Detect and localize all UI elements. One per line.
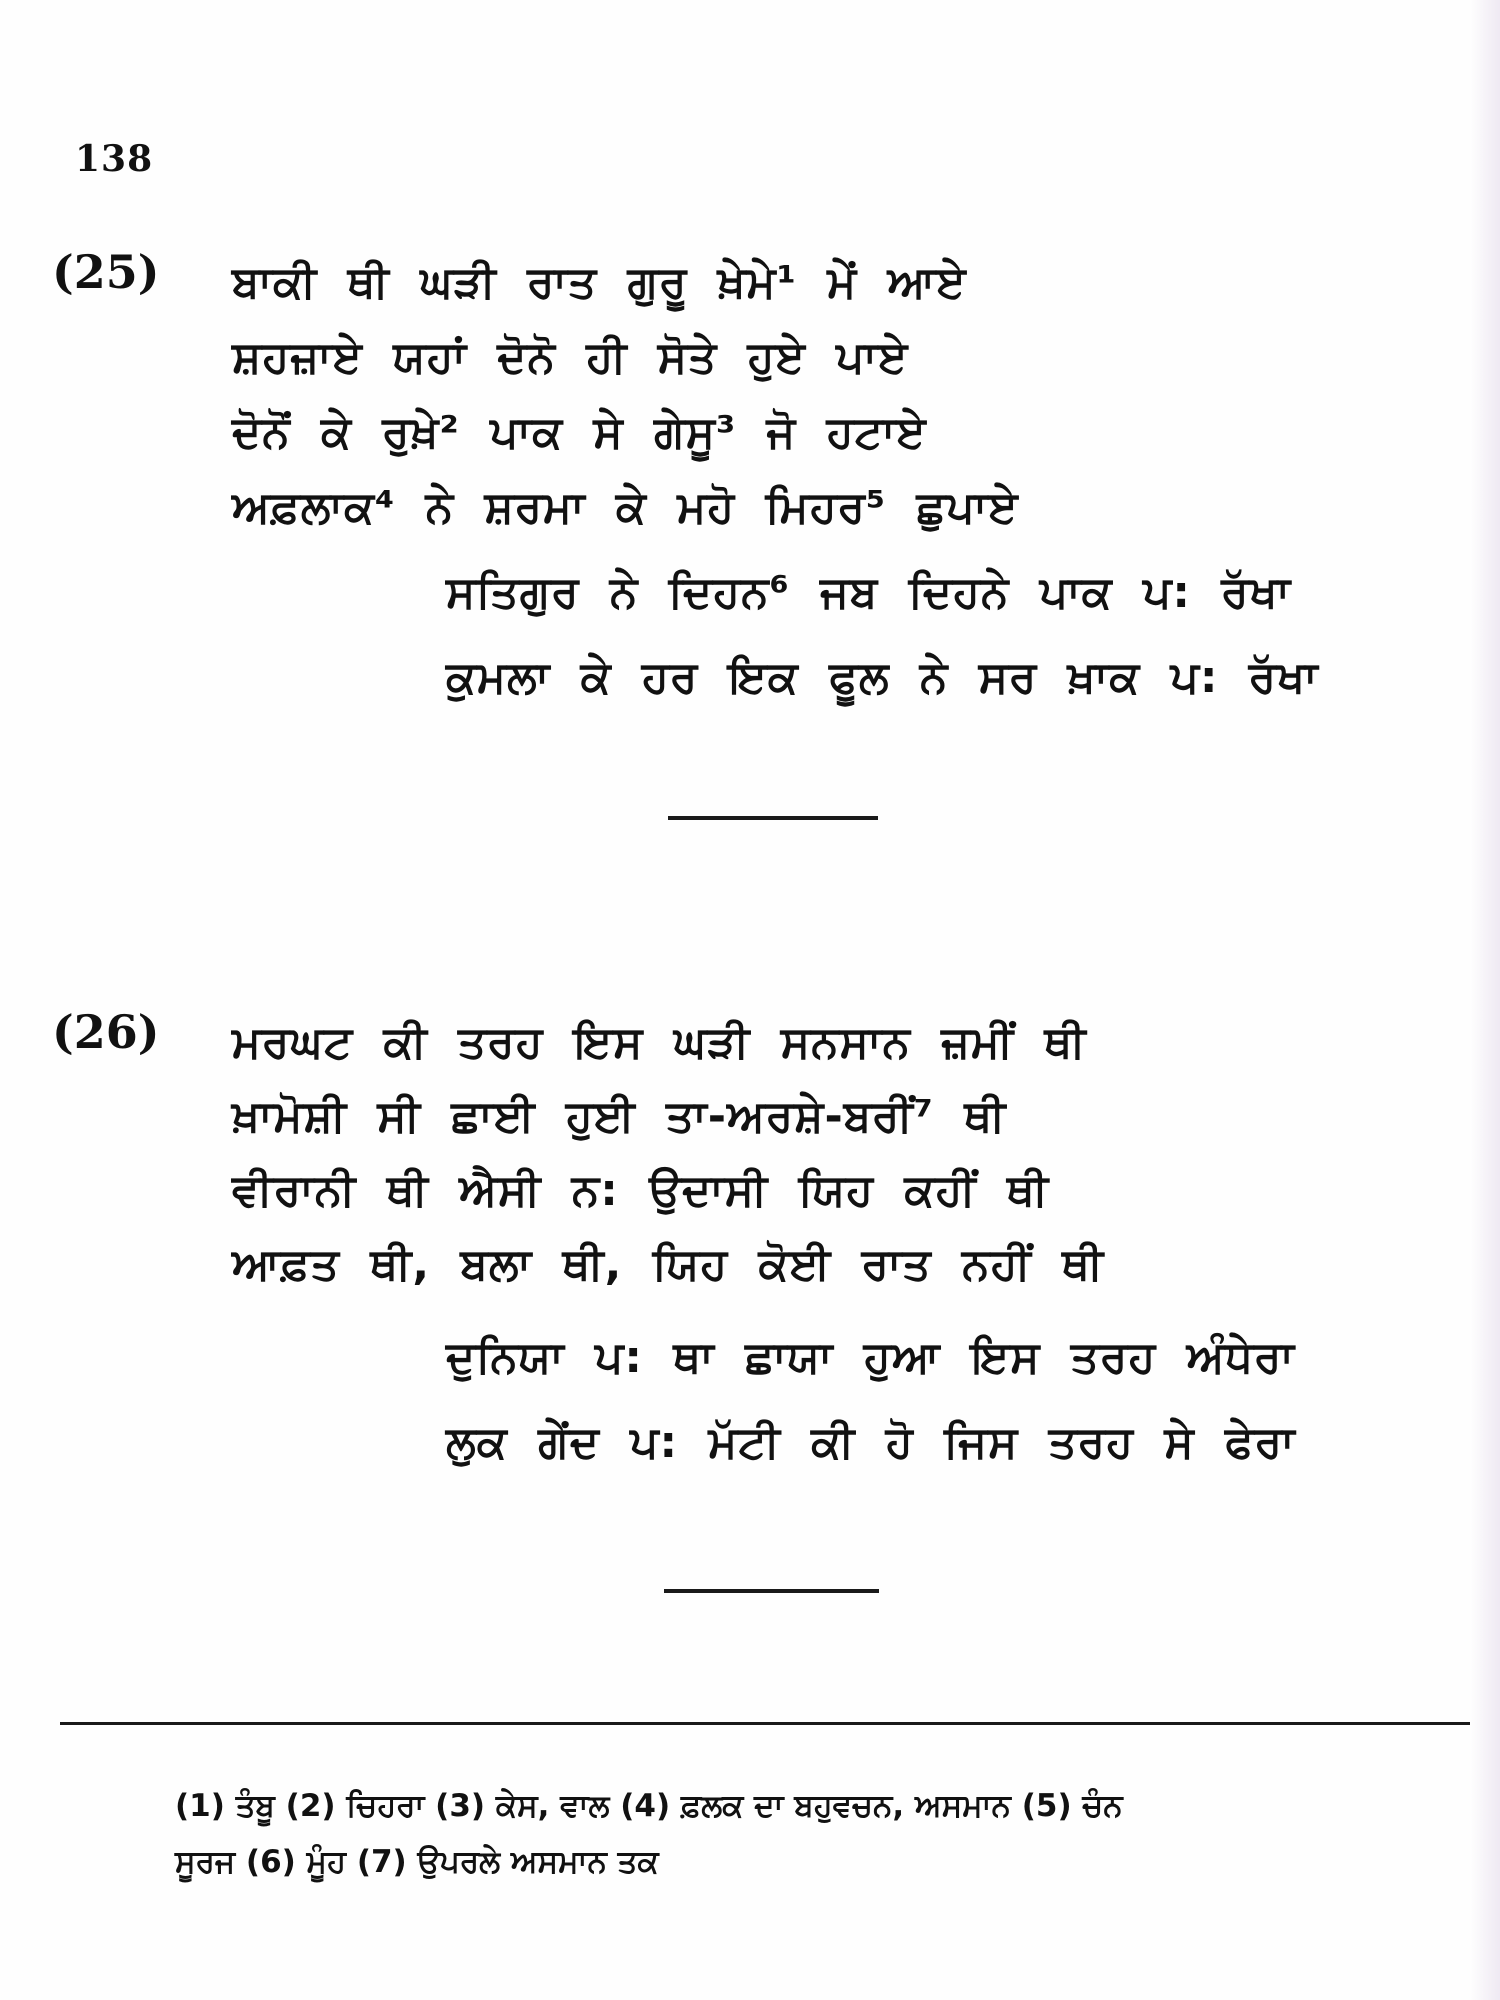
verse-line: ਮਰਘਟ ਕੀ ਤਰਹ ਇਸ ਘੜੀ ਸਨਸਾਨ ਜ਼ਮੀਂ ਥੀ [232, 1017, 1087, 1068]
verse-line: ਲੁਕ ਗੇਂਦ ਪ: ਮੱਟੀ ਕੀ ਹੋ ਜਿਸ ਤਰਹ ਸੇ ਫੇਰਾ [446, 1417, 1296, 1468]
verse-line: ਦੁਨਿਯਾ ਪ: ਥਾ ਛਾਯਾ ਹੁਆ ਇਸ ਤਰਹ ਅੰਧੇਰਾ [446, 1332, 1295, 1383]
verse-line: ਆਫ਼ਤ ਥੀ, ਬਲਾ ਥੀ, ਯਿਹ ਕੋਈ ਰਾਤ ਨਹੀਂ ਥੀ [232, 1239, 1105, 1290]
stanza-couplet [446, 550, 1406, 720]
stanza-number: (25) [52, 245, 160, 299]
verse-line: ਸਤਿਗੁਰ ਨੇ ਦਿਹਨ⁶ ਜਬ ਦਿਹਨੇ ਪਾਕ ਪ: ਰੱਖਾ [446, 567, 1292, 618]
footnotes [175, 1778, 1475, 1890]
stanza-quatrain [232, 245, 1212, 545]
verse-line: ਦੋਨੋਂ ਕੇ ਰੁਖ਼ੇ² ਪਾਕ ਸੇ ਗੇਸੂ³ ਜੋ ਹਟਾਏ [232, 407, 927, 458]
footnote-line: ਸੂਰਜ (6) ਮੂੰਹ (7) ਉਪਰਲੇ ਅਸਮਾਨ ਤਕ [175, 1844, 659, 1880]
stanza-number: (26) [52, 1005, 160, 1059]
stanza-quatrain [232, 1005, 1212, 1301]
verse-line: ਵੀਰਾਨੀ ਥੀ ਐਸੀ ਨ: ਉਦਾਸੀ ਯਿਹ ਕਹੀਂ ਥੀ [232, 1165, 1050, 1216]
verse-line: ਸ਼ਹਜ਼ਾਏ ਯਹਾਂ ਦੋਨੋ ਹੀ ਸੋਤੇ ਹੁਏ ਪਾਏ [232, 332, 909, 383]
verse-line: ਅਫ਼ਲਾਕ⁴ ਨੇ ਸ਼ਰਮਾ ਕੇ ਮਹੋ ਮਿਹਰ⁵ ਛੁਪਾਏ [232, 482, 1019, 533]
section-separator [668, 816, 878, 820]
footnote-line: (1) ਤੰਬੂ (2) ਚਿਹਰਾ (3) ਕੇਸ, ਵਾਲ (4) ਫ਼ਲਕ ਦਾ ਬਹੁਵਚਨ, ਅਸਮਾਨ (5) ਚੰਨ [175, 1788, 1123, 1824]
section-separator [664, 1589, 879, 1593]
verse-line: ਖ਼ਾਮੋਸ਼ੀ ਸੀ ਛਾਈ ਹੁਈ ਤਾ-ਅਰਸ਼ੇ-ਬਰੀਂ⁷ ਥੀ [232, 1091, 1007, 1142]
page-edge-shadow [1470, 0, 1500, 2000]
page-number: 138 [75, 138, 154, 180]
stanza-couplet [446, 1315, 1406, 1485]
footnote-divider [60, 1722, 1470, 1725]
verse-line: ਬਾਕੀ ਥੀ ਘੜੀ ਰਾਤ ਗੁਰੂ ਖ਼ੇਮੇ¹ ਮੇਂ ਆਏ [232, 257, 967, 308]
verse-line: ਕੁਮਲਾ ਕੇ ਹਰ ਇਕ ਫੂਲ ਨੇ ਸਰ ਖ਼ਾਕ ਪ: ਰੱਖਾ [446, 652, 1319, 703]
